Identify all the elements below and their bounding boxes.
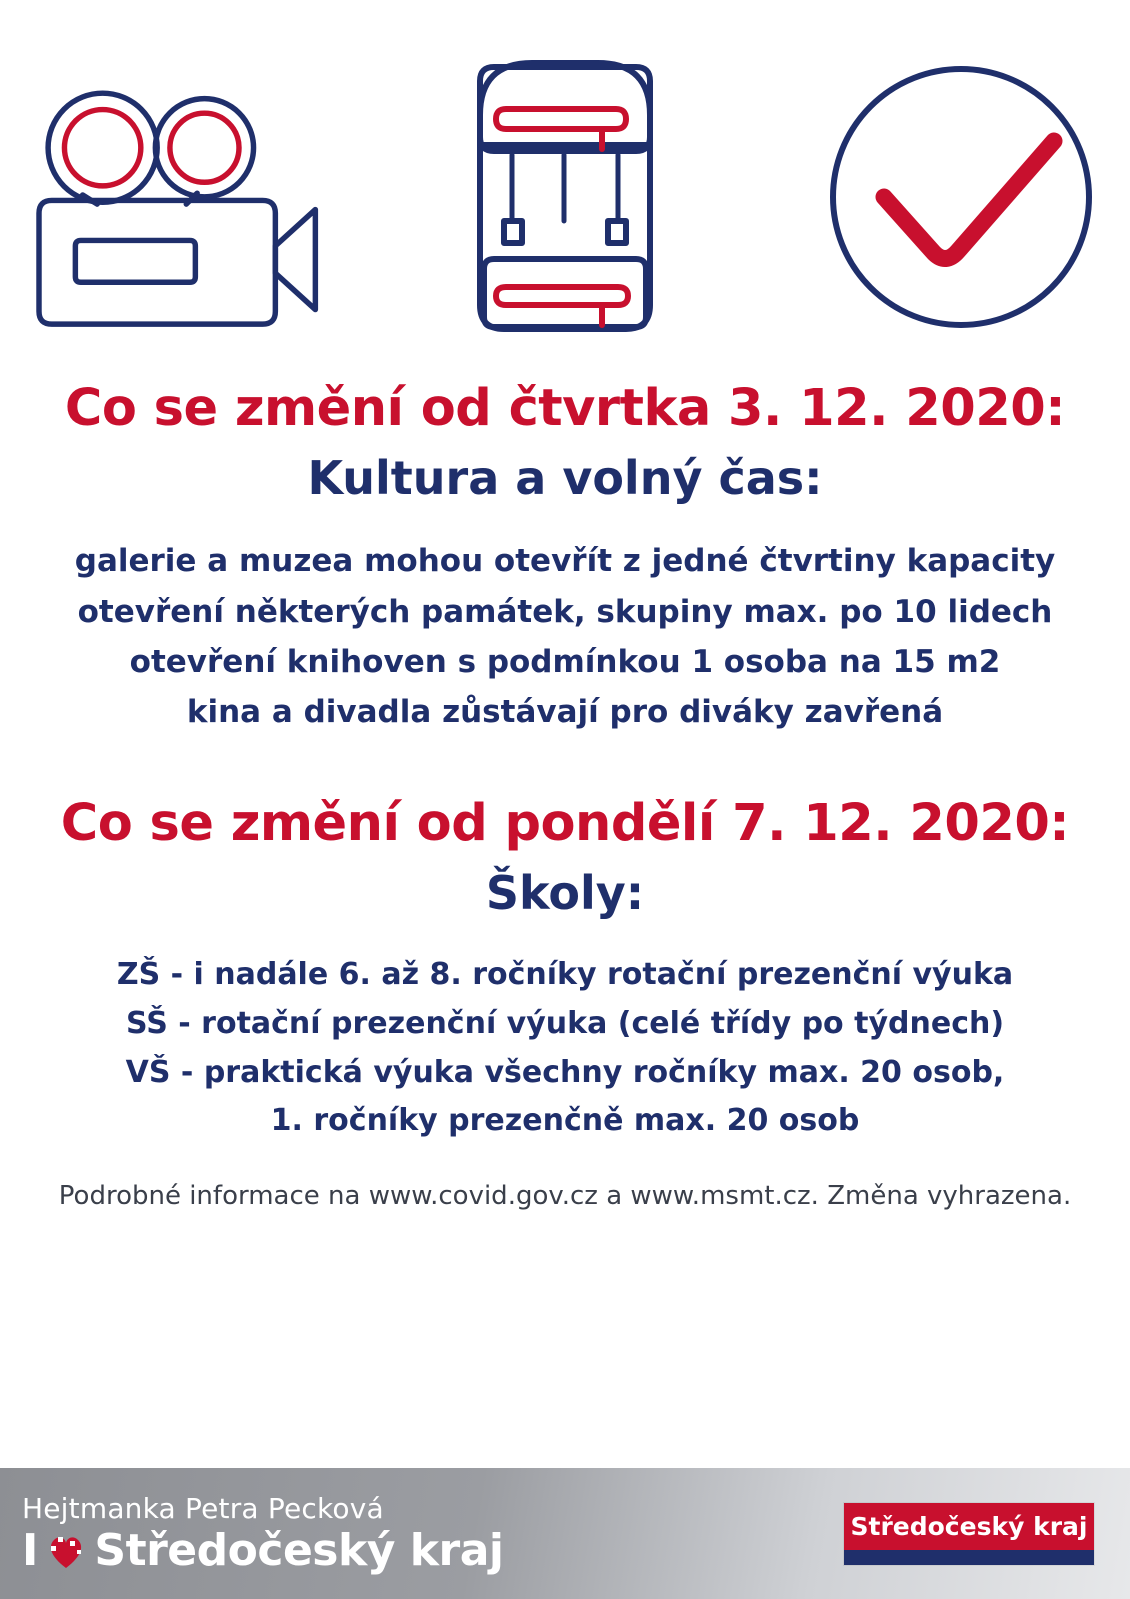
poster-content [0, 380, 1130, 1599]
section2-subheading: Školy: [485, 866, 645, 921]
section2-lines [44, 951, 1086, 1145]
list-item: kina a divadla zůstávají pro diváky zavřená [186, 693, 944, 730]
kraj-logo [844, 1503, 1094, 1565]
logo-letter-i: I [22, 1524, 39, 1576]
section1-heading: Co se změní od čtvrtka 3. 12. 2020: [64, 379, 1066, 438]
list-item: 1. ročníky prezenčně max. 20 osob [270, 1103, 860, 1139]
footer-bar [0, 1468, 1130, 1599]
section2 [44, 795, 1086, 1146]
hejtmanka-name: Hejtmanka Petra Pecková [22, 1492, 384, 1526]
film-camera-icon [19, 45, 319, 345]
footer-left [22, 1492, 504, 1576]
backpack-icon [415, 45, 715, 345]
checkmark-circle-icon [811, 55, 1111, 335]
heart-icon [46, 1532, 86, 1570]
kraj-logo-label: Středočeský kraj [844, 1503, 1094, 1550]
list-item: SŠ - rotační prezenční výuka (celé třídy po týdnech) [125, 1006, 1005, 1042]
list-item: otevření knihoven s podmínkou 1 osoba na 15 m2 [129, 643, 1001, 680]
list-item: galerie a muzea mohou otevřít z jedné čtvrtiny kapacity [74, 543, 1056, 580]
footnote: Podrobné informace na www.covid.gov.cz a www.msmt.cz. Změna vyhrazena. [58, 1180, 1072, 1211]
section1-lines [44, 536, 1086, 737]
section1-subheading: Kultura a volný čas: [307, 451, 823, 506]
list-item: ZŠ - i nadále 6. až 8. ročníky rotační prezenční výuka [116, 957, 1014, 993]
region-logo [22, 1524, 504, 1576]
list-item: otevření některých památek, skupiny max. po 10 lidech [77, 593, 1053, 630]
region-logo-text: Středočeský kraj [94, 1524, 504, 1576]
kraj-logo-stripe [844, 1550, 1094, 1565]
list-item: VŠ - praktická výuka všechny ročníky max. 20 osob, [125, 1054, 1005, 1090]
icon-row [0, 0, 1130, 380]
section2-heading: Co se změní od pondělí 7. 12. 2020: [60, 794, 1070, 854]
